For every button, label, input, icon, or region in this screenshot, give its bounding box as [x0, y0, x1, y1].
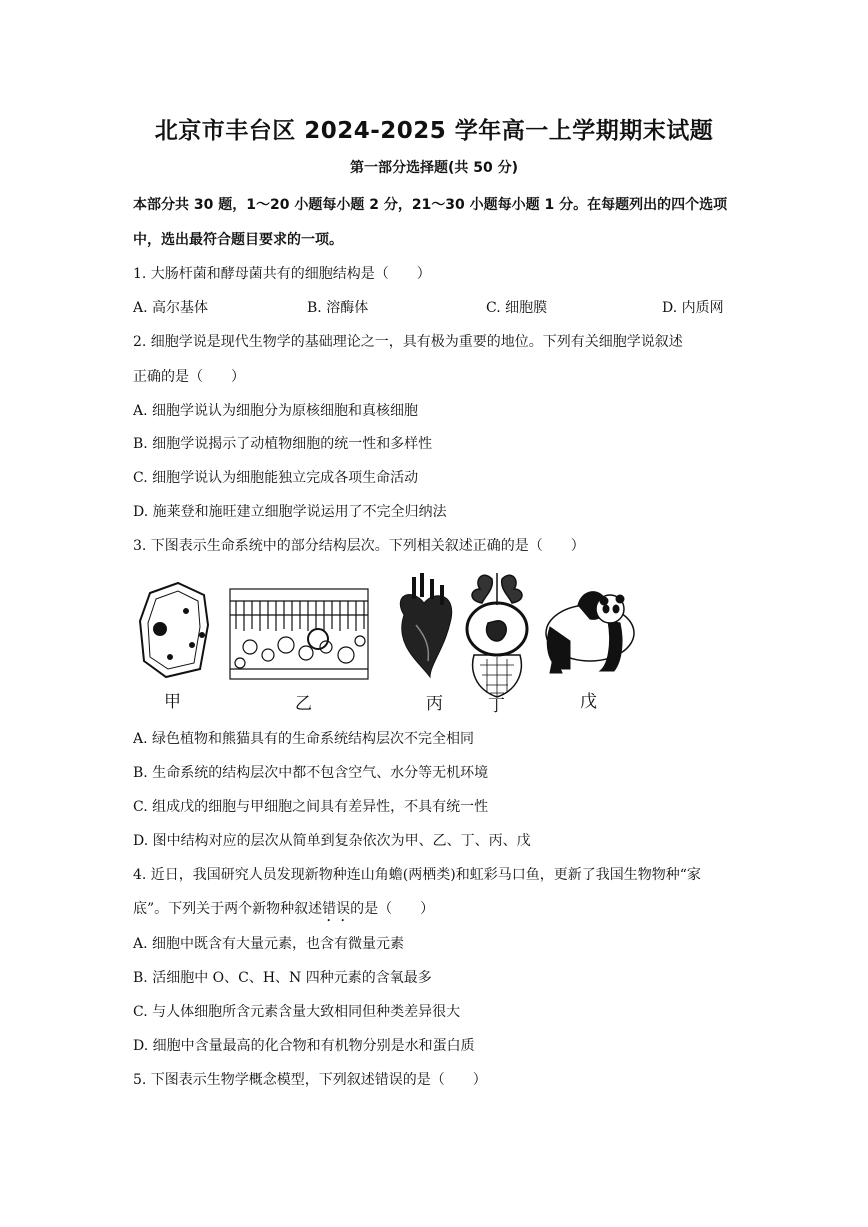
- question-2-option-b: B. 细胞学说揭示了动植物细胞的统一性和多样性: [133, 436, 433, 452]
- plant-cell-image: [140, 583, 208, 677]
- question-4-stem-line-1: 4. 近日，我国研究人员发现新物种连山角蟾(两栖类)和虹彩马口鱼，更新了我国生物物种“家: [133, 867, 701, 883]
- question-4-option-c: C. 与人体细胞所含元素含量大致相同但种类差异很大: [133, 1004, 461, 1020]
- question-1-option-c: C. 细胞膜: [486, 300, 548, 316]
- question-3-option-d: D. 图中结构对应的层次从简单到复杂依次为甲、乙、丁、丙、戊: [133, 833, 531, 849]
- instructions-line-2: 中，选出最符合题目要求的一项。: [133, 232, 343, 248]
- question-3-option-a: A. 绿色植物和熊猫具有的生命系统结构层次不完全相同: [133, 731, 475, 747]
- question-4-option-b: B. 活细胞中 O、C、H、N 四种元素的含氧最多: [133, 970, 432, 986]
- figure-label-bing: 丙: [426, 694, 443, 714]
- life-system-levels-figure: [130, 565, 650, 715]
- panda-image: [546, 592, 634, 673]
- leaf-tissue-image: [230, 589, 368, 679]
- question-1-option-d: D. 内质网: [662, 300, 724, 316]
- figure-label-yi: 乙: [295, 694, 312, 714]
- question-2-option-a: A. 细胞学说认为细胞分为原核细胞和真核细胞: [133, 403, 419, 419]
- exam-title: 北京市丰台区 2024-2025 学年高一上学期期末试题: [154, 118, 714, 144]
- question-2-option-c: C. 细胞学说认为细胞能独立完成各项生命活动: [133, 470, 419, 486]
- question-3-option-c: C. 组成戊的细胞与甲细胞之间具有差异性，不具有统一性: [133, 799, 489, 815]
- question-4-option-d: D. 细胞中含量最高的化合物和有机物分别是水和蛋白质: [133, 1038, 475, 1054]
- circulatory-system-image: [467, 573, 527, 697]
- question-1-option-a: A. 高尔基体: [133, 300, 209, 316]
- question-3-stem: 3. 下图表示生命系统中的部分结构层次。下列相关叙述正确的是（ ）: [133, 538, 585, 554]
- figure-label-wu: 戊: [580, 692, 597, 712]
- question-2-stem-line-2: 正确的是（ ）: [133, 369, 245, 385]
- question-4-emphasis-word: 错误: [322, 901, 351, 917]
- question-1-option-b: B. 溶酶体: [307, 300, 369, 316]
- question-2-option-d: D. 施莱登和施旺建立细胞学说运用了不完全归纳法: [133, 504, 447, 520]
- question-4-option-a: A. 细胞中既含有大量元素，也含有微量元素: [133, 936, 405, 952]
- instructions-line-1: 本部分共 30 题，1～20 小题每小题 2 分，21～30 小题每小题 1 分。在每题列出的四个选项: [133, 197, 728, 213]
- heart-organ-image: [400, 573, 451, 677]
- question-4-stem-line-2: [133, 898, 745, 925]
- question-4-stem-part-2: 的是（ ）: [350, 901, 435, 917]
- figure-label-jia: 甲: [164, 692, 181, 712]
- question-4-stem-part-1: 底”。下列关于两个新物种叙述: [133, 901, 323, 917]
- question-2-stem-line-1: 2. 细胞学说是现代生物学的基础理论之一，具有极为重要的地位。下列有关细胞学说叙述: [133, 334, 683, 350]
- figure-illustrations: [130, 565, 650, 715]
- figure-label-ding: 丁: [488, 696, 505, 716]
- question-3-option-b: B. 生命系统的结构层次中都不包含空气、水分等无机环境: [133, 765, 489, 781]
- section-heading: 第一部分选择题(共 50 分): [349, 160, 519, 176]
- question-5-stem: 5. 下图表示生物学概念模型，下列叙述错误的是（ ）: [133, 1072, 487, 1088]
- question-1-stem: 1. 大肠杆菌和酵母菌共有的细胞结构是（ ）: [133, 266, 431, 282]
